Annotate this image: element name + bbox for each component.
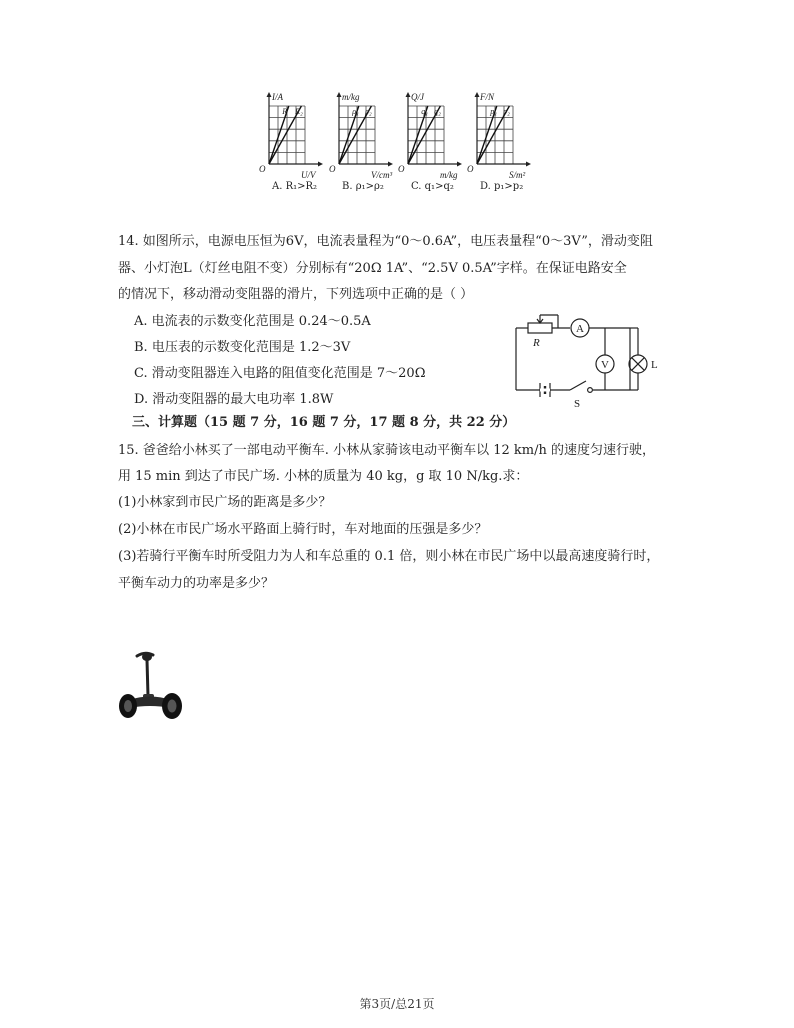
graph-line-2-label: ρ₂	[365, 107, 372, 116]
graph-caption-b: B. ρ₁>ρ₂	[342, 181, 384, 192]
graph-x-axis-label: m/kg	[440, 170, 458, 180]
graph-origin-label: O	[398, 164, 405, 174]
q15-sub-2: (2)小林在市民广场水平路面上骑行时，车对地面的压强是多少？	[118, 522, 488, 537]
q14-line-1: 14. 如图所示，电源电压恒为6V，电流表量程为“0～0.6A”，电压表量程“0～3V”，滑动变阻	[118, 234, 653, 249]
rheostat-label: R	[533, 337, 540, 349]
graph-line-2-label: p₂	[503, 107, 510, 116]
graph-c	[398, 92, 462, 180]
graph-y-axis-label: F/N	[480, 92, 495, 102]
graph-x-axis-label: S/m²	[509, 170, 526, 180]
q15-sub-3b: 平衡车动力的功率是多少？	[118, 576, 275, 591]
q14-option-c: C. 滑动变阻器连入电路的阻值变化范围是 7～20Ω	[134, 366, 426, 381]
balance-scooter-image	[115, 650, 185, 722]
graph-line-1-label: R	[282, 107, 288, 116]
q15-line-1: 15. 爸爸给小林买了一部电动平衡车. 小林从家骑该电动平衡车以 12 km/h 的速度匀速行驶，	[118, 443, 655, 458]
graph-y-axis-label: Q/J	[411, 92, 424, 102]
switch-label: S	[574, 398, 581, 410]
q14-line-2: 器、小灯泡L（灯丝电阻不变）分别标有“20Ω 1A”、“2.5V 0.5A”字样。在保证电路安全	[118, 261, 627, 276]
graph-caption-c: C. q₁>q₂	[411, 181, 454, 192]
lamp-label: L	[651, 359, 658, 371]
graph-origin-label: O	[467, 164, 474, 174]
graph-origin-label: O	[329, 164, 336, 174]
ammeter-label: A	[576, 323, 584, 335]
graph-caption-d: D. p₁>p₂	[480, 181, 524, 192]
graph-line-1-label: p₁	[490, 107, 498, 116]
q15-sub-3a: (3)若骑行平衡车时所受阻力为人和车总重的 0.1 倍，则小林在市民广场中以最高速度骑行时，	[118, 549, 660, 564]
graph-line-1-label: ρ₁	[352, 107, 359, 116]
q15-line-2: 用 15 min 到达了市民广场. 小林的质量为 40 kg，g 取 10 N/kg.求：	[118, 469, 529, 484]
voltmeter-label: V	[601, 359, 609, 371]
graph-line-2-label: q₂	[434, 107, 441, 116]
graph-caption-a: A. R₁>R₂	[272, 181, 318, 192]
graph-line-2-label: R₂	[295, 107, 303, 116]
graph-y-axis-label: I/A	[272, 92, 283, 102]
graph-x-axis-label: V/cm³	[371, 170, 393, 180]
graph-x-axis-label: U/V	[301, 170, 316, 180]
graph-line-1-label: q₁	[421, 107, 429, 116]
graph-a	[259, 92, 323, 180]
q14-option-a: A. 电流表的示数变化范围是 0.24～0.5A	[134, 314, 371, 329]
graph-b	[329, 92, 393, 180]
page-number: 第3页/总21页	[359, 997, 435, 1011]
q14-option-d: D. 滑动变阻器的最大电功率 1.8W	[134, 392, 334, 407]
graph-y-axis-label: m/kg	[342, 92, 360, 102]
circuit-diagram	[508, 310, 678, 410]
q14-line-3: 的情况下，移动滑动变阻器的滑片，下列选项中正确的是（ ）	[118, 287, 474, 302]
q15-sub-1: (1)小林家到市民广场的距离是多少？	[118, 495, 332, 510]
section-3-heading: 三、计算题（15 题 7 分，16 题 7 分，17 题 8 分，共 22 分）	[132, 415, 516, 430]
graph-origin-label: O	[259, 164, 266, 174]
graph-d	[467, 92, 531, 180]
graphs-figure	[255, 86, 535, 196]
q14-option-b: B. 电压表的示数变化范围是 1.2～3V	[134, 340, 351, 355]
